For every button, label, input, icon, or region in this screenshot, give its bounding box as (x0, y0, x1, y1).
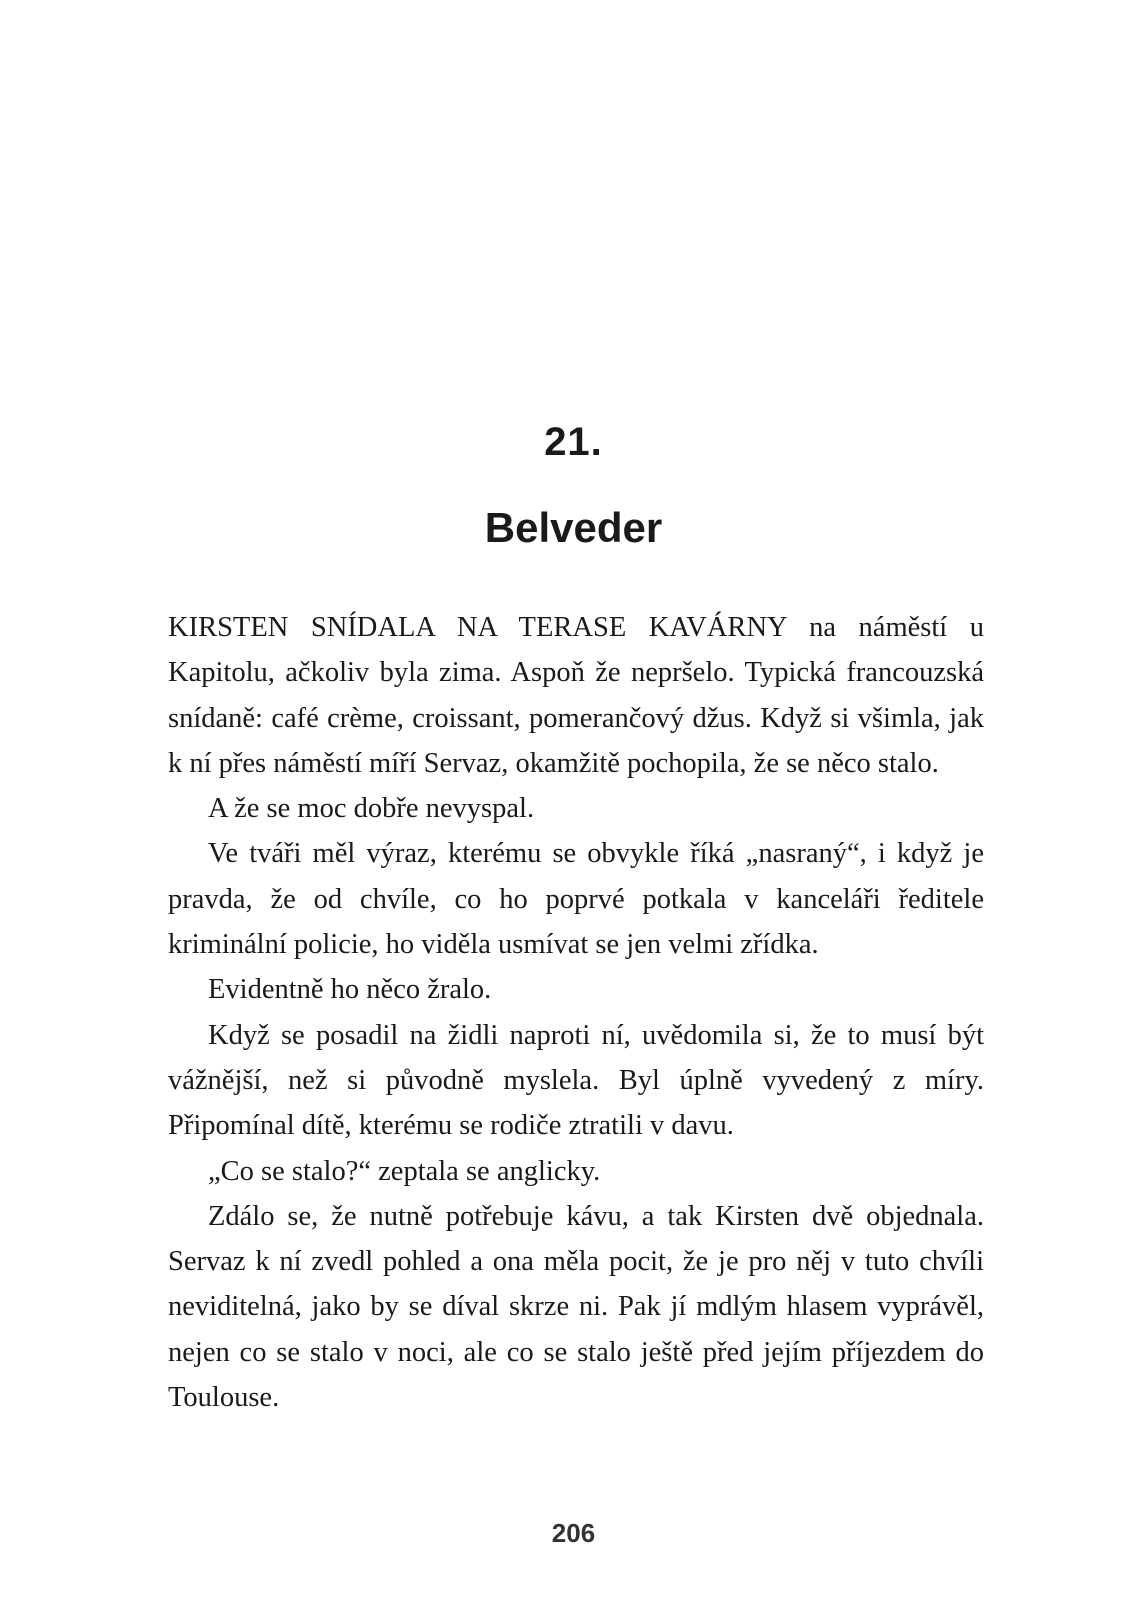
paragraph: Zdálo se, že nutně potřebuje kávu, a tak Kirsten dvě objednala. Servaz k ní zvedl pohled a ona měla pocit, že je pro něj v tuto chvíli neviditelná, jako by se díval skrze ni. Pak jí mdlým hlasem vyprávěl, nejen co se stalo v noci, ale co se stalo ještě před jejím příjezdem do Toulouse. (168, 1200, 984, 1414)
page-number: 206 (551, 1518, 596, 1548)
paragraph: Evidentně ho něco žralo. (208, 974, 492, 1006)
chapter-number: 21. (544, 420, 603, 464)
paragraph: „Co se stalo?“ zeptala se anglicky. (208, 1155, 601, 1187)
paragraph: Ve tváři měl výraz, kterému se obvykle říká „nasraný“, i když je pravda, že od chvíle, co ho poprvé potkala v kanceláři ředitele kriminální policie, ho viděla usmívat se jen velmi zřídka. (168, 838, 984, 961)
paragraph: KIRSTEN SNÍDALA NA TERASE KAVÁRNY na náměstí u Kapitolu, ačkoliv byla zima. Aspoň že nepršelo. Typická francouzská snídaně: café crème, croissant, pomerančový džus. Když si všimla, jak k ní přes náměstí míří Servaz, okamžitě pochopila, že se něco stalo. (168, 612, 984, 779)
paragraph: Když se posadil na židli naproti ní, uvědomila si, že to musí být vážnější, než si původně myslela. Byl úplně vyvedený z míry. Připomínal dítě, kterému se rodiče ztratili v davu. (168, 1019, 984, 1142)
chapter-title: Belveder (484, 504, 663, 551)
chapter-body (168, 605, 984, 1420)
paragraph: A že se moc dobře nevyspal. (208, 793, 535, 825)
